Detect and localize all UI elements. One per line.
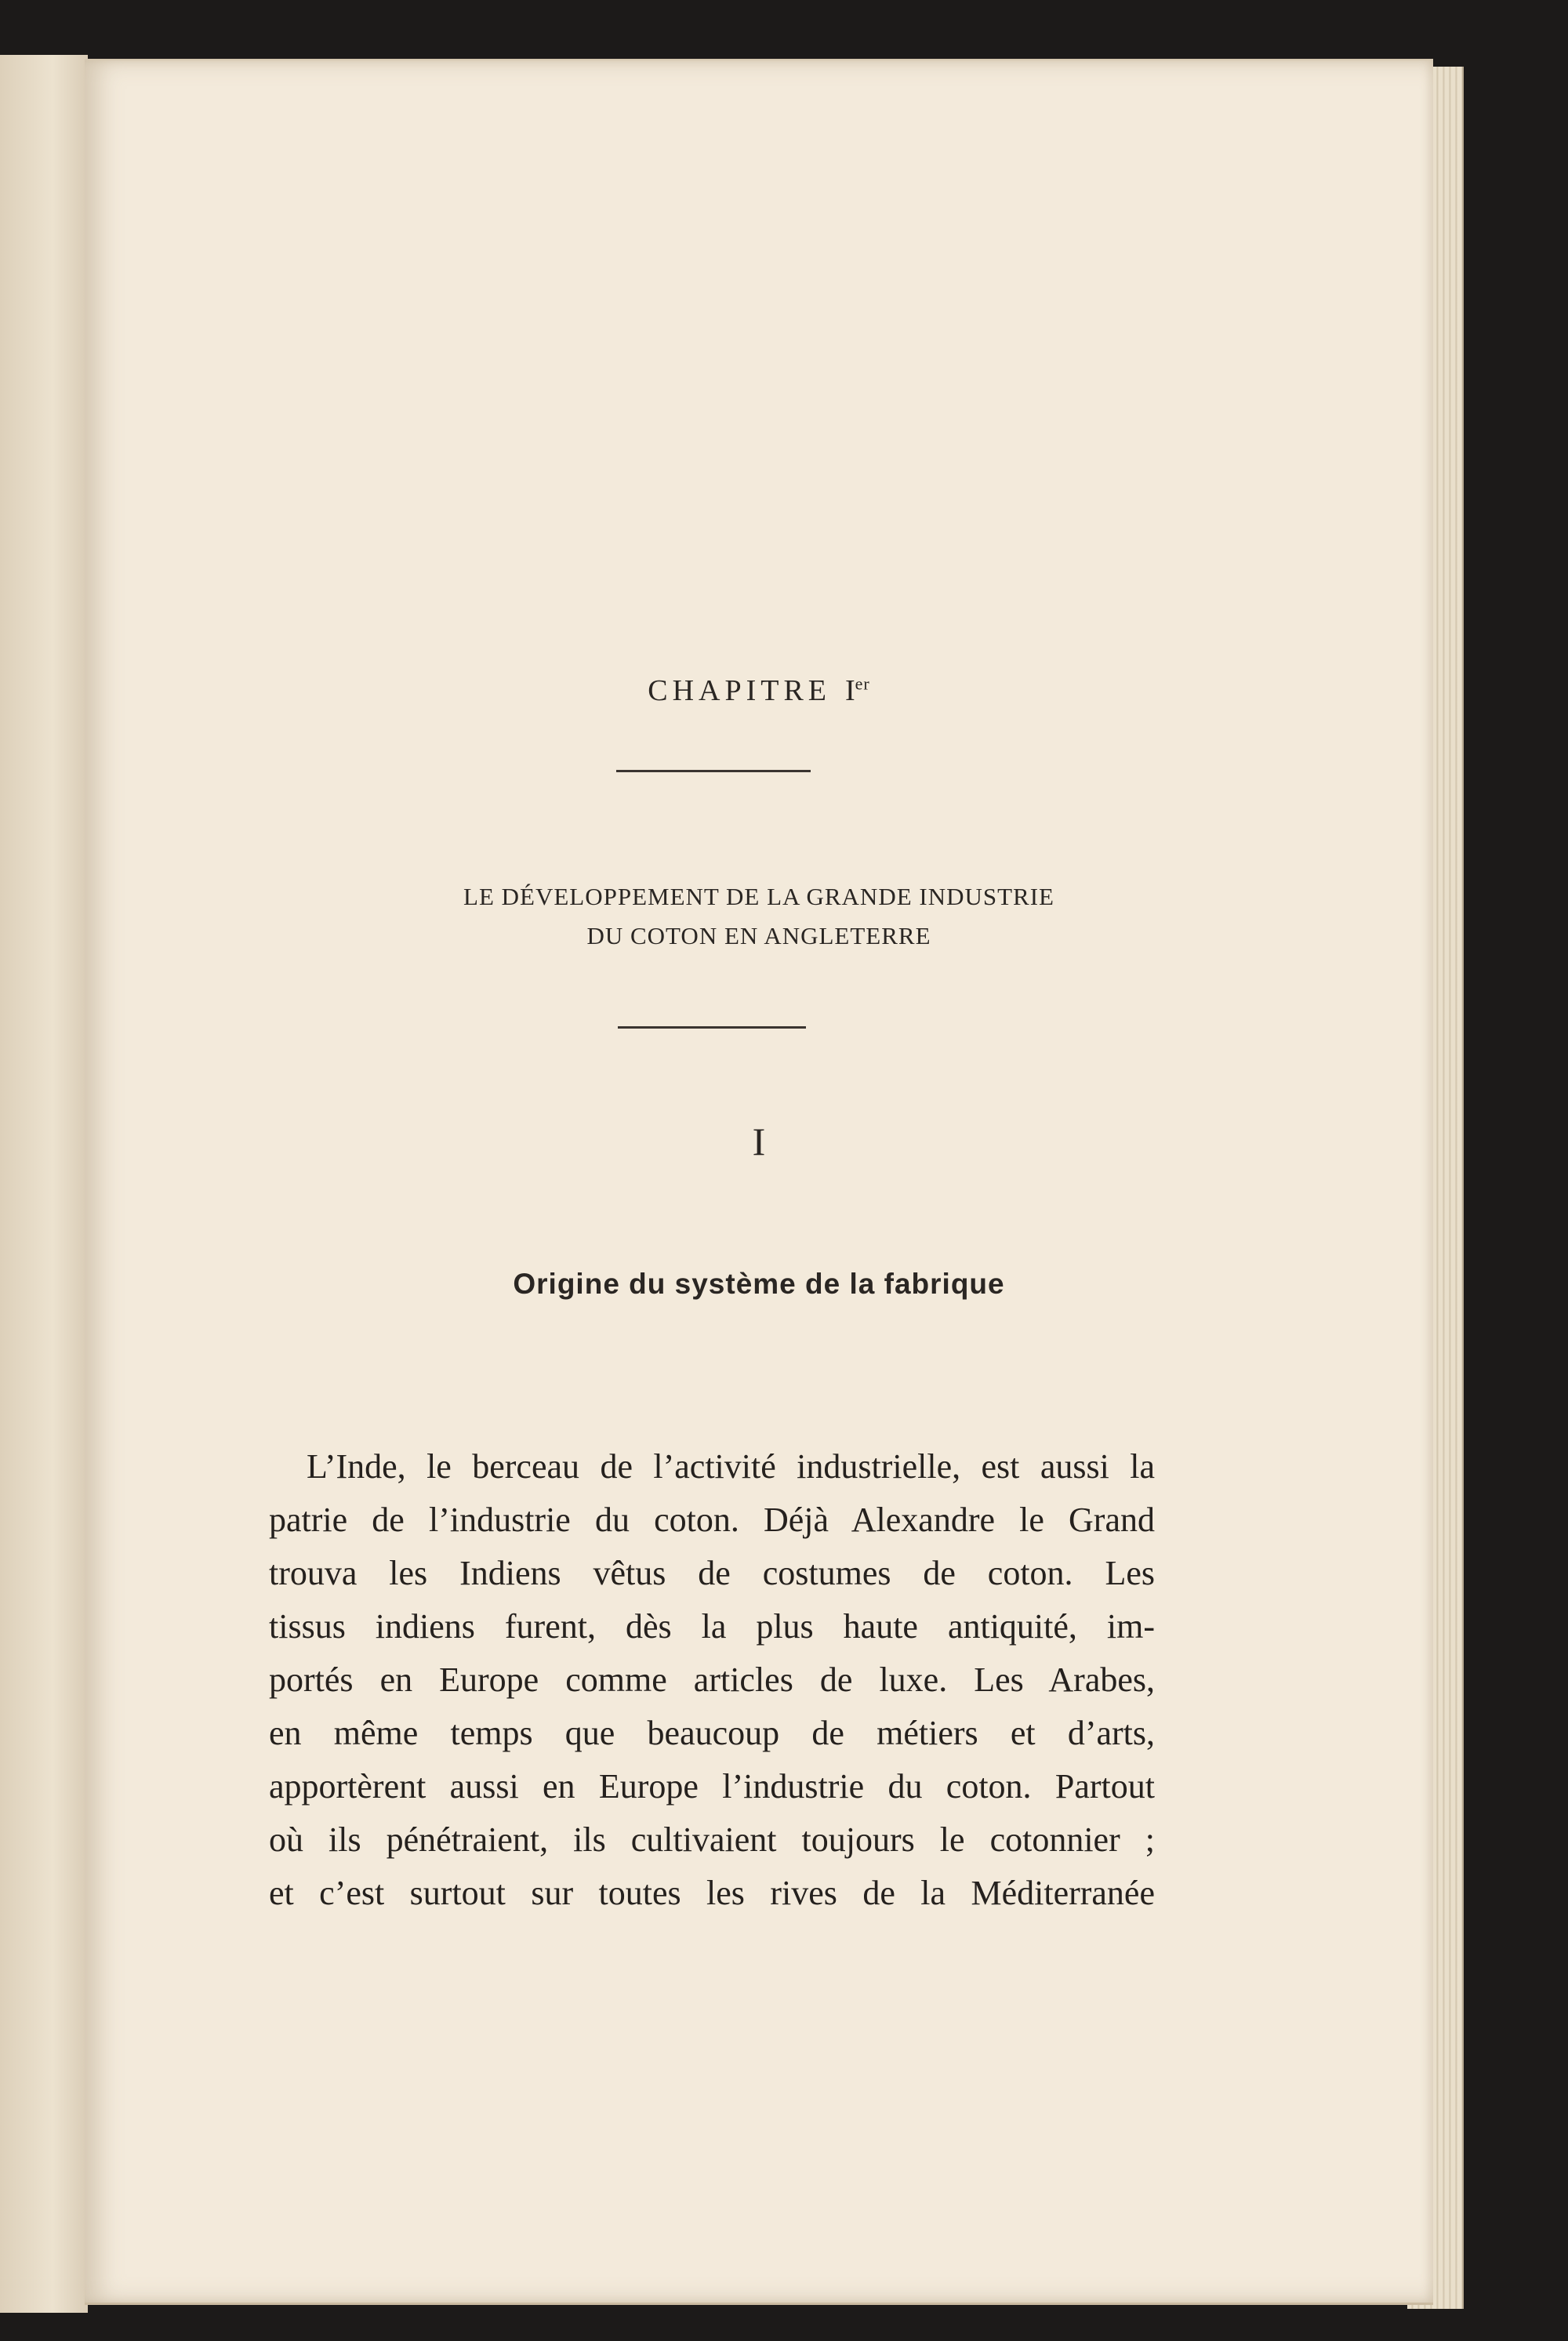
book-page: [85, 59, 1433, 2305]
chapter-heading: [85, 673, 1433, 708]
page-content: [85, 60, 1433, 2303]
chapter-number: I: [845, 674, 855, 707]
body-paragraph: [269, 1440, 1155, 1920]
section-title: Origine du système de la fabrique: [513, 1268, 1005, 1300]
chapter-title: [85, 877, 1433, 956]
chapter-title-line: DU COTON EN ANGLETERRE: [586, 922, 931, 949]
divider-rule-top: [616, 770, 811, 772]
chapter-label: CHAPITRE: [648, 674, 832, 707]
body-line: portés en Europe comme articles de luxe. Les Arabes,: [269, 1660, 1155, 1699]
body-line: tissus indiens furent, dès la plus haute antiquité, im-: [269, 1607, 1155, 1646]
body-line: en même temps que beaucoup de métiers et d’arts,: [269, 1714, 1155, 1752]
chapter-number-suffix: er: [855, 673, 870, 694]
body-line: patrie de l’industrie du coton. Déjà Alexandre le Grand: [269, 1501, 1155, 1539]
body-line: L’Inde, le berceau de l’activité industrielle, est aussi la: [307, 1447, 1155, 1486]
body-line: apportèrent aussi en Europe l’industrie du coton. Partout: [269, 1767, 1155, 1806]
section-number: I: [752, 1120, 766, 1163]
chapter-title-line: LE DÉVELOPPEMENT DE LA GRANDE INDUSTRIE: [463, 883, 1054, 910]
body-line: où ils pénétraient, ils cultivaient toujours le cotonnier ;: [269, 1820, 1155, 1859]
previous-page-edge: [0, 55, 88, 2313]
body-line: trouva les Indiens vêtus de costumes de coton. Les: [269, 1554, 1155, 1592]
body-line: et c’est surtout sur toutes les rives de la Méditerranée: [269, 1874, 1155, 1912]
divider-rule-bottom: [618, 1026, 806, 1029]
